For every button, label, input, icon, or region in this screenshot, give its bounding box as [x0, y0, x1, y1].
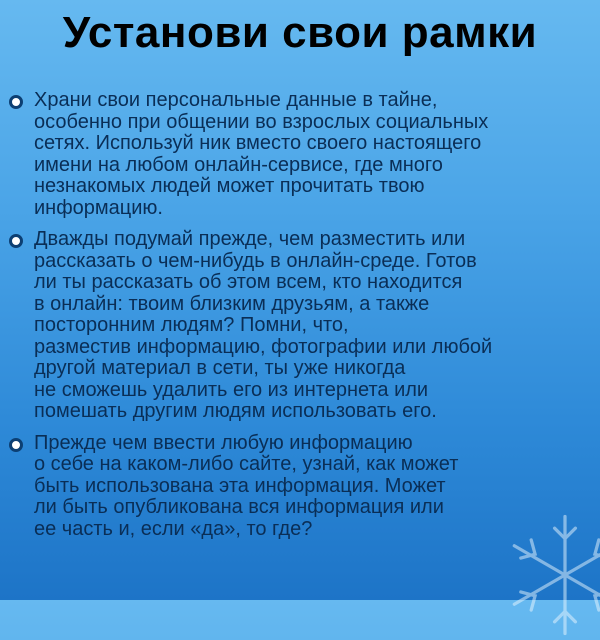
bullet-list — [0, 90, 600, 550]
slide-title: Установи свои рамки — [62, 8, 538, 57]
bullet-item — [0, 90, 600, 219]
bullet-text: Прежде чем ввести любую информацию о себе на каком-либо сайте, узнай, как может быть использована эта информация. Может ли быть опубликована вся информация или ее часть и, если «да», то где? — [34, 431, 459, 540]
ring-bullet-icon — [9, 234, 23, 248]
ring-bullet-icon — [9, 438, 23, 452]
bullet-item — [0, 229, 600, 423]
bullet-text: Дважды подумай прежде, чем разместить или рассказать о чем-нибудь в онлайн-среде. Готов ли ты рассказать об этом всем, кто находится в онлайн: твоим близким друзьям, а также посторонним людям? Помни, что, разместив информацию, фотографии или любой другой материал в сети, ты уже никогда не сможешь удалить его из интернета или помешать другим людям использовать его. — [34, 228, 493, 422]
snowflake-icon — [500, 510, 600, 640]
ring-bullet-icon — [9, 95, 23, 109]
bullet-text: Храни свои персональные данные в тайне, особенно при общении во взрослых социальных сетях. Используй ник вместо своего настоящего имени на любом онлайн-сервисе, где много незнакомых людей может прочитать твою информацию. — [34, 89, 489, 219]
